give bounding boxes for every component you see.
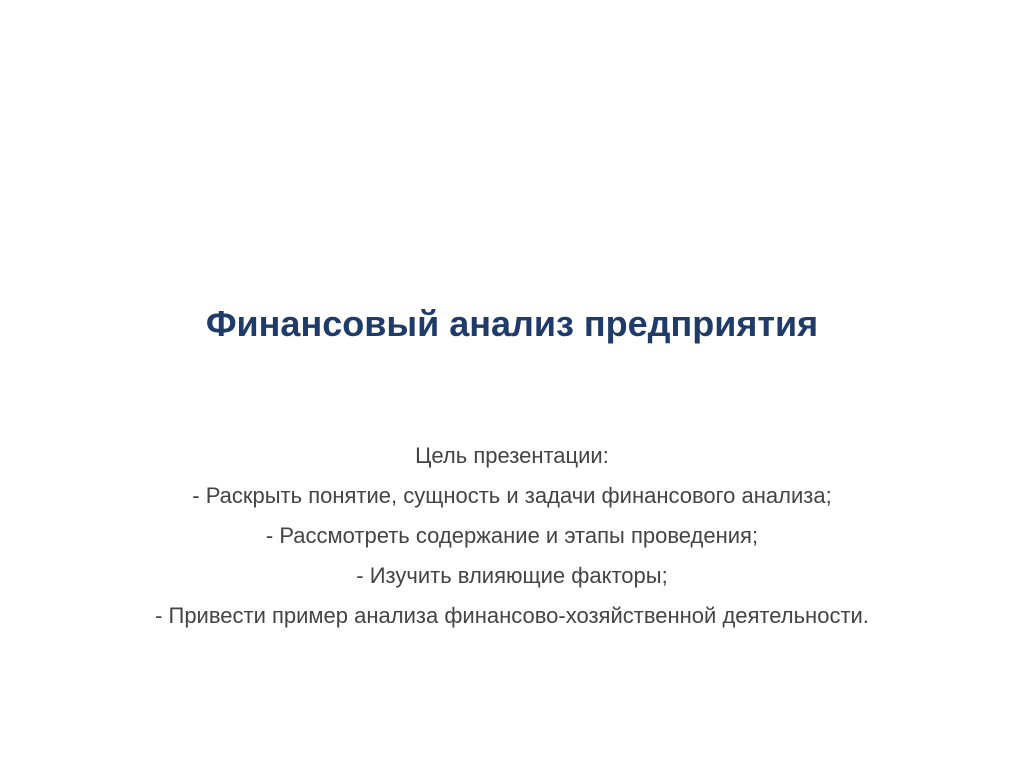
presentation-goal-heading: Цель презентации: (415, 443, 609, 468)
slide-title: Финансовый анализ предприятия (205, 303, 819, 344)
goal-item-3: - Изучить влияющие факторы; (356, 563, 668, 588)
goal-item-1: - Раскрыть понятие, сущность и задачи финансового анализа; (192, 483, 832, 508)
goal-item-4: - Привести пример анализа финансово-хозяйственной деятельности. (155, 603, 869, 628)
slide-body (152, 440, 872, 640)
goal-item-2: - Рассмотреть содержание и этапы проведения; (265, 523, 759, 548)
